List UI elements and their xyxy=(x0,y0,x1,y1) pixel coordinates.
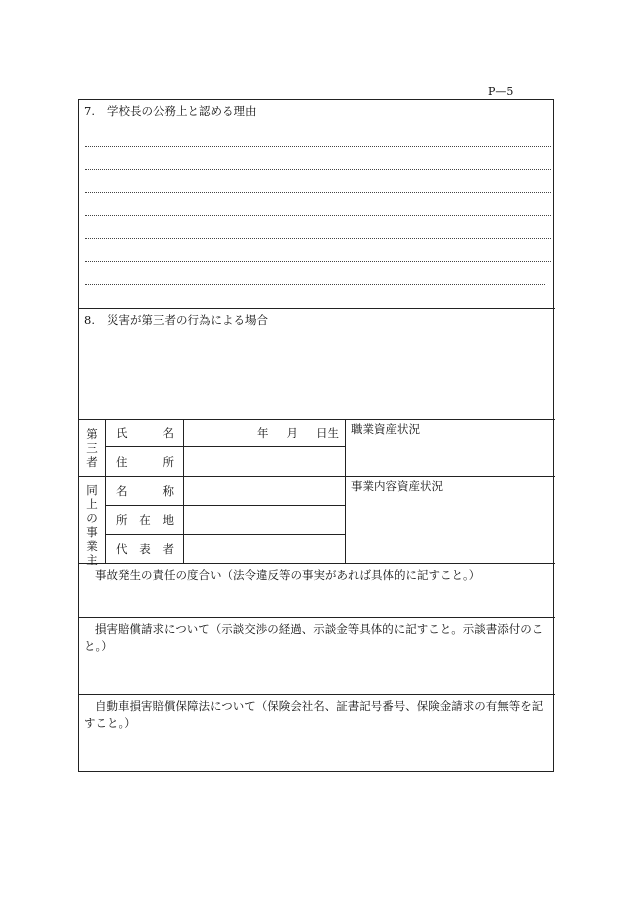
insurance-input[interactable] xyxy=(85,735,549,769)
divider xyxy=(105,419,106,563)
occupation-assets-label: 職業資産状況 xyxy=(351,422,420,436)
answer-line[interactable] xyxy=(85,215,551,216)
damages-claim-label: 損害賠償請求について（示談交渉の経過、示談金等具体的に記すこと。示談書添付のこと。） xyxy=(84,622,544,653)
location-label-char: 地 xyxy=(162,513,174,527)
representative-label-char: 表 xyxy=(139,542,151,556)
section-7-title: 学校長の公務上と認める理由 xyxy=(106,104,257,118)
divider xyxy=(105,534,345,535)
divider xyxy=(345,419,346,563)
month-label: 月 xyxy=(286,426,298,440)
divider xyxy=(183,419,184,563)
form-frame xyxy=(78,99,554,772)
divider xyxy=(79,308,555,309)
location-label-char: 所 xyxy=(116,513,128,527)
date-of-birth-label xyxy=(257,425,339,442)
name-label-char: 名 xyxy=(162,426,174,440)
answer-line[interactable] xyxy=(85,192,551,193)
page-number: P—5 xyxy=(488,85,514,98)
address-label-char: 所 xyxy=(162,455,174,469)
occupation-assets-input[interactable] xyxy=(347,440,553,474)
address-label-char: 住 xyxy=(116,455,128,469)
day-born-label: 日生 xyxy=(316,426,339,440)
responsibility-input[interactable] xyxy=(85,588,549,615)
insurance-label: 自動車損害賠償保障法について（保険会社名、証書記号番号、保険金請求の有無等を記すこと。） xyxy=(84,699,544,730)
name-input[interactable] xyxy=(185,421,260,445)
divider xyxy=(105,505,345,506)
divider xyxy=(79,419,555,420)
third-party-label: 第三者 xyxy=(86,427,98,469)
divider xyxy=(105,446,345,447)
representative-label xyxy=(116,541,174,558)
divider xyxy=(79,476,555,477)
location-label-char: 在 xyxy=(139,513,151,527)
answer-line[interactable] xyxy=(85,261,551,262)
responsibility-label: 事故発生の責任の度合い（法令違反等の事実があれば具体的に記すこと。） xyxy=(95,568,481,582)
location-label xyxy=(116,512,174,529)
representative-label-char: 者 xyxy=(162,542,174,556)
address-label xyxy=(116,454,174,471)
employer-name-label xyxy=(116,483,174,500)
section-7-number: 7. xyxy=(84,104,95,118)
employer-name-input[interactable] xyxy=(185,478,343,504)
address-input[interactable] xyxy=(185,448,343,475)
section-7-heading xyxy=(84,103,256,120)
divider xyxy=(79,617,555,618)
business-assets-label: 事業内容資産状況 xyxy=(351,479,443,493)
employer-name-char: 称 xyxy=(162,484,174,498)
business-assets-input[interactable] xyxy=(347,497,553,561)
answer-line[interactable] xyxy=(85,169,551,170)
divider xyxy=(79,563,555,564)
damages-claim-input[interactable] xyxy=(85,658,549,692)
section-8-number: 8. xyxy=(84,313,95,327)
location-input[interactable] xyxy=(185,507,343,533)
section-8-title: 災害が第三者の行為による場合 xyxy=(106,313,268,327)
answer-line[interactable] xyxy=(85,146,551,147)
year-label: 年 xyxy=(257,426,269,440)
answer-line[interactable] xyxy=(85,284,545,285)
divider xyxy=(79,694,555,695)
name-label-char: 氏 xyxy=(116,426,128,440)
answer-line[interactable] xyxy=(85,238,551,239)
employer-label: 同上の事業主 xyxy=(86,483,98,567)
employer-name-char: 名 xyxy=(116,484,128,498)
name-label xyxy=(116,425,174,442)
section-8-heading xyxy=(84,312,268,329)
section-8-entry-area[interactable] xyxy=(85,332,549,416)
representative-label-char: 代 xyxy=(116,542,128,556)
representative-input[interactable] xyxy=(185,536,343,562)
